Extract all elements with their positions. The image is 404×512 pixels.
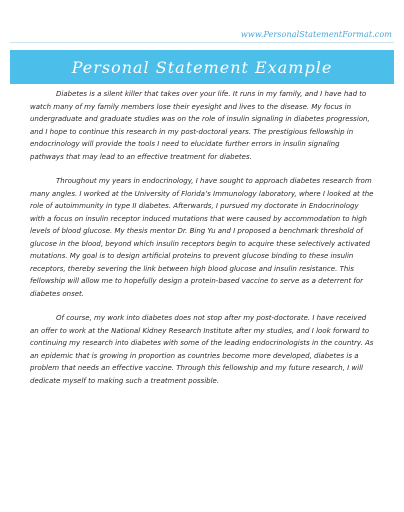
statement-body (30, 88, 374, 399)
paragraph-3: Of course, my work into diabetes does not stop after my post-doctorate. I have received an offer to work at the National Kidney Research Institute after my studies, and I look forward to continuing my research into diabetes with some of the leading endocrinologists in the country. As an epidemic that is growing in proportion as countries become more developed, diabetes is a problem that needs an effective vaccine. Through this fellowship and my future research, I will dedicate myself to making such a treatment possible. (30, 314, 374, 385)
header-divider (10, 42, 394, 43)
title-banner (10, 50, 394, 84)
site-url: www.PersonalStatementFormat.com (240, 30, 392, 39)
page-title: Personal Statement Example (71, 57, 333, 77)
paragraph-2: Throughout my years in endocrinology, I have sought to approach diabetes research from many angles. I worked at the University of Florida’s Immunology laboratory, where I looked at the role of autoimmunity in type II diabetes. Afterwards, I pursued my doctorate in Endocrinology with a focus on insulin receptor induced mutations that were caused by accommodation to high levels of blood glucose. My thesis mentor Dr. Bing Yu and I proposed a benchmark threshold of glucose in the blood, beyond which insulin receptors begin to acquire these selectively activated mutations. My goal is to design artificial proteins to prevent glucose binding to these insulin receptors, thereby severing the link between high blood glucose and insulin resistance. This fellowship will allow me to hopefully design a protein-based vaccine to serve as a deterrent for diabetes onset. (30, 177, 374, 298)
paragraph-1: Diabetes is a silent killer that takes over your life. It runs in my family, and I have had to watch many of my family members lose their eyesight and lives to the disease. My focus in undergraduate and graduate studies was on the role of insulin signaling in diabetes progression, and I hope to continue this research in my post-doctoral years. The prestigious fellowship in endocrinology will provide the tools I need to elucidate further errors in insulin signaling pathways that may lead to an effective treatment for diabetes. (30, 90, 370, 161)
